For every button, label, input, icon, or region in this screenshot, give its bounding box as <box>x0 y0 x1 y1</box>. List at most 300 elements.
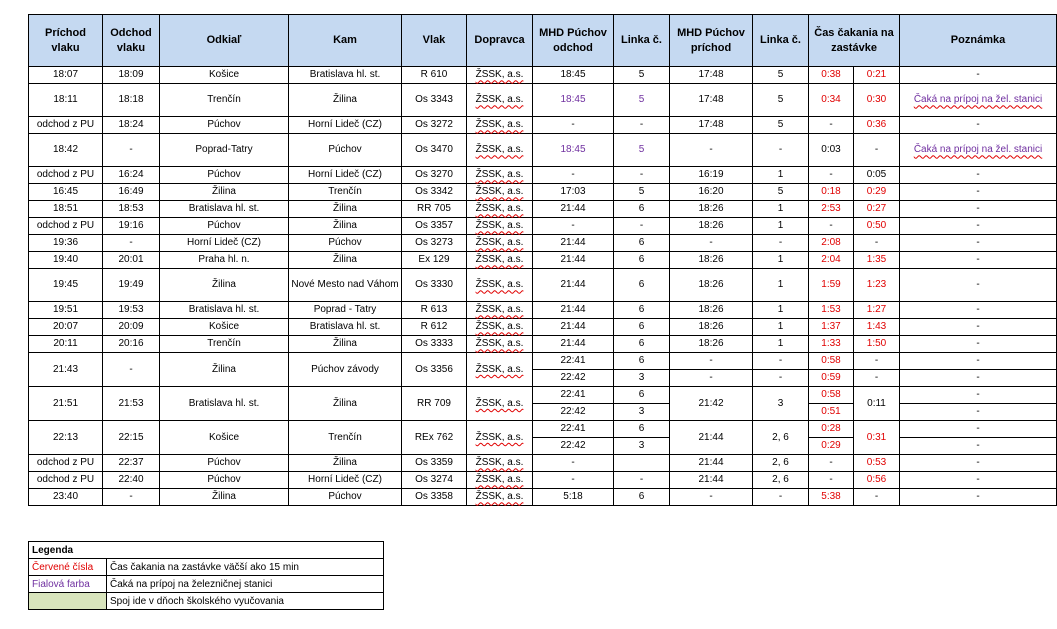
train-cell: Os 3356 <box>402 353 467 387</box>
waiting-time-2-cell: 0:31 <box>854 421 900 455</box>
from-cell: Bratislava hl. st. <box>160 387 289 421</box>
line-2-cell: 1 <box>753 336 809 353</box>
waiting-time-1-cell: 0:28 <box>809 421 854 438</box>
note-cell: - <box>900 167 1057 184</box>
line-2-cell: - <box>753 489 809 506</box>
carrier-cell: ŽSSK, a.s. <box>467 489 533 506</box>
line-1-cell: 5 <box>614 67 670 84</box>
waiting-time-1-cell: 1:33 <box>809 336 854 353</box>
mhd-departure-cell: 21:44 <box>533 269 614 302</box>
departure-cell: 19:16 <box>103 218 160 235</box>
waiting-time-2-cell: 1:23 <box>854 269 900 302</box>
train-cell: Os 3272 <box>402 117 467 134</box>
mhd-arrival-cell: 18:26 <box>670 269 753 302</box>
table-row <box>29 336 1057 353</box>
line-2-cell: 1 <box>753 201 809 218</box>
waiting-time-1-cell: 2:08 <box>809 235 854 252</box>
line-1-cell: 6 <box>614 336 670 353</box>
to-cell: Nové Mesto nad Váhom <box>289 269 402 302</box>
from-cell: Poprad-Tatry <box>160 134 289 167</box>
mhd-departure-cell: 21:44 <box>533 319 614 336</box>
waiting-time-2-cell: 0:30 <box>854 84 900 117</box>
waiting-time-1-cell: 2:53 <box>809 201 854 218</box>
line-2-cell: 5 <box>753 84 809 117</box>
line-2-cell: 5 <box>753 117 809 134</box>
from-cell: Bratislava hl. st. <box>160 201 289 218</box>
departure-cell: 22:40 <box>103 472 160 489</box>
train-cell: Os 3330 <box>402 269 467 302</box>
train-cell: Os 3270 <box>402 167 467 184</box>
from-cell: Praha hl. n. <box>160 252 289 269</box>
waiting-time-1-cell: 0:18 <box>809 184 854 201</box>
to-cell: Poprad - Tatry <box>289 302 402 319</box>
waiting-time-1-cell: 0:51 <box>809 404 854 421</box>
line-1-cell: 6 <box>614 302 670 319</box>
waiting-time-1-cell: - <box>809 167 854 184</box>
departure-cell: 20:01 <box>103 252 160 269</box>
mhd-departure-cell: 21:44 <box>533 235 614 252</box>
waiting-time-1-cell: 0:38 <box>809 67 854 84</box>
arrival-cell: 19:45 <box>29 269 103 302</box>
legend-red-text: Čas čakania na zastávke väčší ako 15 min <box>107 559 384 576</box>
train-cell: Os 3342 <box>402 184 467 201</box>
line-2-cell: 5 <box>753 184 809 201</box>
carrier-cell: ŽSSK, a.s. <box>467 218 533 235</box>
waiting-time-2-cell: 0:27 <box>854 201 900 218</box>
mhd-arrival-cell: 21:44 <box>670 472 753 489</box>
departure-cell: - <box>103 353 160 387</box>
mhd-departure-cell: - <box>533 218 614 235</box>
line-2-cell: 3 <box>753 387 809 421</box>
arrival-cell: 20:11 <box>29 336 103 353</box>
mhd-departure-cell: 22:42 <box>533 404 614 421</box>
departure-cell: 20:09 <box>103 319 160 336</box>
arrival-cell: odchod z PU <box>29 218 103 235</box>
mhd-arrival-cell: 17:48 <box>670 117 753 134</box>
mhd-departure-cell: 21:44 <box>533 336 614 353</box>
waiting-time-1-cell: 0:58 <box>809 353 854 370</box>
table-row <box>29 421 1057 438</box>
table-row <box>29 201 1057 218</box>
line-2-cell: - <box>753 235 809 252</box>
arrival-cell: 23:40 <box>29 489 103 506</box>
mhd-departure-cell: 21:44 <box>533 302 614 319</box>
line-1-cell: 6 <box>614 489 670 506</box>
train-cell: REx 762 <box>402 421 467 455</box>
from-cell: Púchov <box>160 218 289 235</box>
carrier-cell: ŽSSK, a.s. <box>467 201 533 218</box>
line-1-cell: - <box>614 472 670 489</box>
line-1-cell <box>614 455 670 472</box>
waiting-time-2-cell: - <box>854 134 900 167</box>
departure-cell: 16:49 <box>103 184 160 201</box>
mhd-arrival-cell: - <box>670 235 753 252</box>
departure-cell: - <box>103 235 160 252</box>
mhd-departure-cell: - <box>533 472 614 489</box>
mhd-arrival-cell: - <box>670 134 753 167</box>
waiting-time-2-cell: - <box>854 353 900 370</box>
to-cell: Trenčín <box>289 421 402 455</box>
line-1-cell: 5 <box>614 134 670 167</box>
line-1-cell: 6 <box>614 252 670 269</box>
table-row <box>29 387 1057 404</box>
arrival-cell: 22:13 <box>29 421 103 455</box>
arrival-cell: 19:40 <box>29 252 103 269</box>
to-cell: Bratislava hl. st. <box>289 319 402 336</box>
departure-cell: 18:24 <box>103 117 160 134</box>
line-1-cell: 6 <box>614 269 670 302</box>
carrier-cell: ŽSSK, a.s. <box>467 84 533 117</box>
note-cell: - <box>900 117 1057 134</box>
legend-table <box>28 541 384 610</box>
mhd-departure-cell: 17:03 <box>533 184 614 201</box>
waiting-time-1-cell: 0:58 <box>809 387 854 404</box>
departure-cell: 21:53 <box>103 387 160 421</box>
waiting-time-2-cell: 1:50 <box>854 336 900 353</box>
line-2-cell: - <box>753 353 809 370</box>
mhd-arrival-cell: 18:26 <box>670 336 753 353</box>
departure-cell: 18:09 <box>103 67 160 84</box>
waiting-time-1-cell: 0:59 <box>809 370 854 387</box>
departure-cell: 19:53 <box>103 302 160 319</box>
mhd-arrival-cell: - <box>670 353 753 370</box>
note-cell: - <box>900 184 1057 201</box>
from-cell: Bratislava hl. st. <box>160 302 289 319</box>
mhd-arrival-cell: 16:20 <box>670 184 753 201</box>
mhd-departure-cell: 18:45 <box>533 134 614 167</box>
to-cell: Žilina <box>289 252 402 269</box>
waiting-time-2-cell: 1:35 <box>854 252 900 269</box>
mhd-departure-cell: 22:41 <box>533 387 614 404</box>
header-mhd-arrival: MHD Púchov príchod <box>670 15 753 67</box>
departure-cell: 22:37 <box>103 455 160 472</box>
mhd-departure-cell: - <box>533 117 614 134</box>
line-2-cell: - <box>753 370 809 387</box>
table-row <box>29 252 1057 269</box>
table-row <box>29 84 1057 117</box>
legend-green-text: Spoj ide v dňoch školského vyučovania <box>107 593 384 610</box>
line-2-cell: 2, 6 <box>753 455 809 472</box>
note-cell: - <box>900 67 1057 84</box>
train-cell: Os 3470 <box>402 134 467 167</box>
table-row <box>29 455 1057 472</box>
from-cell: Púchov <box>160 472 289 489</box>
header-note: Poznámka <box>900 15 1057 67</box>
train-cell: Os 3333 <box>402 336 467 353</box>
line-2-cell: - <box>753 134 809 167</box>
train-cell: Os 3358 <box>402 489 467 506</box>
from-cell: Košice <box>160 67 289 84</box>
waiting-time-1-cell: 1:53 <box>809 302 854 319</box>
arrival-cell: odchod z PU <box>29 117 103 134</box>
from-cell: Horní Lideč (CZ) <box>160 235 289 252</box>
to-cell: Púchov <box>289 489 402 506</box>
mhd-departure-cell: - <box>533 167 614 184</box>
to-cell: Horní Lideč (CZ) <box>289 167 402 184</box>
legend-red-label: Červené čísla <box>29 559 107 576</box>
note-cell: - <box>900 252 1057 269</box>
arrival-cell: 20:07 <box>29 319 103 336</box>
mhd-arrival-cell: 17:48 <box>670 84 753 117</box>
header-arrival: Príchod vlaku <box>29 15 103 67</box>
departure-cell: 20:16 <box>103 336 160 353</box>
line-1-cell: 3 <box>614 404 670 421</box>
arrival-cell: odchod z PU <box>29 455 103 472</box>
carrier-cell: ŽSSK, a.s. <box>467 252 533 269</box>
carrier-cell: ŽSSK, a.s. <box>467 269 533 302</box>
waiting-time-2-cell: - <box>854 235 900 252</box>
mhd-arrival-cell: 18:26 <box>670 218 753 235</box>
note-cell: - <box>900 269 1057 302</box>
line-2-cell: 1 <box>753 252 809 269</box>
from-cell: Púchov <box>160 167 289 184</box>
carrier-cell: ŽSSK, a.s. <box>467 302 533 319</box>
note-cell: - <box>900 472 1057 489</box>
departure-cell: 22:15 <box>103 421 160 455</box>
arrival-cell: odchod z PU <box>29 472 103 489</box>
to-cell: Horní Lideč (CZ) <box>289 117 402 134</box>
from-cell: Košice <box>160 319 289 336</box>
arrival-cell: 18:07 <box>29 67 103 84</box>
arrival-cell: 21:43 <box>29 353 103 387</box>
note-cell: - <box>900 336 1057 353</box>
legend-title: Legenda <box>29 542 384 559</box>
from-cell: Púchov <box>160 117 289 134</box>
departure-cell: 19:49 <box>103 269 160 302</box>
train-cell: Os 3343 <box>402 84 467 117</box>
train-cell: RR 709 <box>402 387 467 421</box>
line-1-cell: - <box>614 218 670 235</box>
from-cell: Trenčín <box>160 336 289 353</box>
line-1-cell: 5 <box>614 84 670 117</box>
carrier-cell: ŽSSK, a.s. <box>467 455 533 472</box>
train-cell: Os 3274 <box>402 472 467 489</box>
line-1-cell: 5 <box>614 184 670 201</box>
carrier-cell: ŽSSK, a.s. <box>467 319 533 336</box>
legend-purple-text: Čaká na prípoj na železničnej stanici <box>107 576 384 593</box>
mhd-departure-cell: 5:18 <box>533 489 614 506</box>
arrival-cell: 19:51 <box>29 302 103 319</box>
train-cell: R 613 <box>402 302 467 319</box>
waiting-time-1-cell: 1:59 <box>809 269 854 302</box>
mhd-departure-cell: 22:42 <box>533 370 614 387</box>
timetable <box>28 14 1057 506</box>
line-1-cell: 3 <box>614 438 670 455</box>
waiting-time-1-cell: 0:34 <box>809 84 854 117</box>
waiting-time-2-cell: 0:05 <box>854 167 900 184</box>
carrier-cell: ŽSSK, a.s. <box>467 167 533 184</box>
mhd-departure-cell: 21:44 <box>533 252 614 269</box>
mhd-arrival-cell: 18:26 <box>670 201 753 218</box>
waiting-time-1-cell: - <box>809 218 854 235</box>
mhd-departure-cell: 22:41 <box>533 421 614 438</box>
to-cell: Žilina <box>289 218 402 235</box>
note-cell: - <box>900 353 1057 370</box>
line-1-cell: 6 <box>614 353 670 370</box>
waiting-time-2-cell: - <box>854 370 900 387</box>
carrier-cell: ŽSSK, a.s. <box>467 134 533 167</box>
mhd-departure-cell: 21:44 <box>533 201 614 218</box>
waiting-time-1-cell: 5:38 <box>809 489 854 506</box>
arrival-cell: 18:42 <box>29 134 103 167</box>
departure-cell: 16:24 <box>103 167 160 184</box>
mhd-arrival-cell: 18:26 <box>670 252 753 269</box>
header-mhd-departure: MHD Púchov odchod <box>533 15 614 67</box>
table-row <box>29 269 1057 302</box>
carrier-cell: ŽSSK, a.s. <box>467 184 533 201</box>
table-row <box>29 117 1057 134</box>
table-row <box>29 167 1057 184</box>
note-cell: Čaká na prípoj na žel. stanici <box>900 84 1057 117</box>
to-cell: Žilina <box>289 336 402 353</box>
waiting-time-1-cell: 0:03 <box>809 134 854 167</box>
waiting-time-1-cell: - <box>809 117 854 134</box>
waiting-time-2-cell: - <box>854 489 900 506</box>
to-cell: Žilina <box>289 455 402 472</box>
mhd-arrival-cell: 21:42 <box>670 387 753 421</box>
note-cell: - <box>900 319 1057 336</box>
line-2-cell: 5 <box>753 67 809 84</box>
table-row <box>29 218 1057 235</box>
from-cell: Košice <box>160 421 289 455</box>
mhd-departure-cell: 22:42 <box>533 438 614 455</box>
to-cell: Púchov závody <box>289 353 402 387</box>
waiting-time-2-cell: 0:21 <box>854 67 900 84</box>
table-row <box>29 134 1057 167</box>
note-cell: - <box>900 404 1057 421</box>
waiting-time-1-cell: 0:29 <box>809 438 854 455</box>
from-cell: Žilina <box>160 353 289 387</box>
waiting-time-2-cell: 1:43 <box>854 319 900 336</box>
line-1-cell: 6 <box>614 387 670 404</box>
line-1-cell: - <box>614 167 670 184</box>
waiting-time-2-cell: 0:11 <box>854 387 900 421</box>
line-1-cell: - <box>614 117 670 134</box>
train-cell: Os 3273 <box>402 235 467 252</box>
waiting-time-1-cell: 1:37 <box>809 319 854 336</box>
note-cell: - <box>900 235 1057 252</box>
waiting-time-1-cell: 2:04 <box>809 252 854 269</box>
note-cell: Čaká na prípoj na žel. stanici <box>900 134 1057 167</box>
note-cell: - <box>900 218 1057 235</box>
mhd-departure-cell: 18:45 <box>533 67 614 84</box>
to-cell: Horní Lideč (CZ) <box>289 472 402 489</box>
to-cell: Púchov <box>289 134 402 167</box>
carrier-cell: ŽSSK, a.s. <box>467 387 533 421</box>
waiting-time-2-cell: 1:27 <box>854 302 900 319</box>
mhd-arrival-cell: 16:19 <box>670 167 753 184</box>
line-2-cell: 1 <box>753 167 809 184</box>
table-row <box>29 353 1057 370</box>
line-1-cell: 6 <box>614 319 670 336</box>
arrival-cell: 21:51 <box>29 387 103 421</box>
mhd-departure-cell: 22:41 <box>533 353 614 370</box>
header-carrier: Dopravca <box>467 15 533 67</box>
carrier-cell: ŽSSK, a.s. <box>467 353 533 387</box>
carrier-cell: ŽSSK, a.s. <box>467 67 533 84</box>
table-row <box>29 235 1057 252</box>
arrival-cell: odchod z PU <box>29 167 103 184</box>
waiting-time-2-cell: 0:53 <box>854 455 900 472</box>
table-row <box>29 184 1057 201</box>
note-cell: - <box>900 455 1057 472</box>
line-1-cell: 6 <box>614 235 670 252</box>
line-2-cell: 1 <box>753 269 809 302</box>
waiting-time-1-cell: - <box>809 455 854 472</box>
note-cell: - <box>900 387 1057 404</box>
table-row <box>29 67 1057 84</box>
departure-cell: 18:18 <box>103 84 160 117</box>
carrier-cell: ŽSSK, a.s. <box>467 117 533 134</box>
note-cell: - <box>900 201 1057 218</box>
note-cell: - <box>900 421 1057 438</box>
waiting-time-1-cell: - <box>809 472 854 489</box>
header-from: Odkiaľ <box>160 15 289 67</box>
arrival-cell: 18:11 <box>29 84 103 117</box>
note-cell: - <box>900 370 1057 387</box>
line-1-cell: 3 <box>614 370 670 387</box>
to-cell: Bratislava hl. st. <box>289 67 402 84</box>
from-cell: Žilina <box>160 269 289 302</box>
mhd-arrival-cell: 21:44 <box>670 455 753 472</box>
departure-cell: - <box>103 489 160 506</box>
line-2-cell: 1 <box>753 218 809 235</box>
train-cell: R 610 <box>402 67 467 84</box>
arrival-cell: 16:45 <box>29 184 103 201</box>
header-to: Kam <box>289 15 402 67</box>
header-train: Vlak <box>402 15 467 67</box>
carrier-cell: ŽSSK, a.s. <box>467 421 533 455</box>
table-row <box>29 319 1057 336</box>
departure-cell: 18:53 <box>103 201 160 218</box>
to-cell: Púchov <box>289 235 402 252</box>
waiting-time-2-cell: 0:56 <box>854 472 900 489</box>
line-2-cell: 1 <box>753 302 809 319</box>
waiting-time-2-cell: 0:29 <box>854 184 900 201</box>
table-row <box>29 472 1057 489</box>
from-cell: Žilina <box>160 489 289 506</box>
note-cell: - <box>900 302 1057 319</box>
mhd-arrival-cell: 17:48 <box>670 67 753 84</box>
line-2-cell: 1 <box>753 319 809 336</box>
train-cell: Ex 129 <box>402 252 467 269</box>
mhd-arrival-cell: - <box>670 489 753 506</box>
line-1-cell: 6 <box>614 421 670 438</box>
mhd-departure-cell: - <box>533 455 614 472</box>
train-cell: RR 705 <box>402 201 467 218</box>
waiting-time-2-cell: 0:50 <box>854 218 900 235</box>
to-cell: Žilina <box>289 387 402 421</box>
legend-green-swatch <box>29 593 107 610</box>
line-2-cell: 2, 6 <box>753 472 809 489</box>
mhd-arrival-cell: 18:26 <box>670 302 753 319</box>
carrier-cell: ŽSSK, a.s. <box>467 235 533 252</box>
mhd-arrival-cell: - <box>670 370 753 387</box>
header-waiting-time: Čas čakania na zastávke <box>809 15 900 67</box>
note-cell: - <box>900 489 1057 506</box>
waiting-time-2-cell: 0:36 <box>854 117 900 134</box>
mhd-arrival-cell: 21:44 <box>670 421 753 455</box>
line-2-cell: 2, 6 <box>753 421 809 455</box>
to-cell: Žilina <box>289 84 402 117</box>
train-cell: Os 3357 <box>402 218 467 235</box>
departure-cell: - <box>103 134 160 167</box>
table-row <box>29 302 1057 319</box>
to-cell: Žilina <box>289 201 402 218</box>
train-cell: R 612 <box>402 319 467 336</box>
header-row <box>29 15 1057 67</box>
train-cell: Os 3359 <box>402 455 467 472</box>
